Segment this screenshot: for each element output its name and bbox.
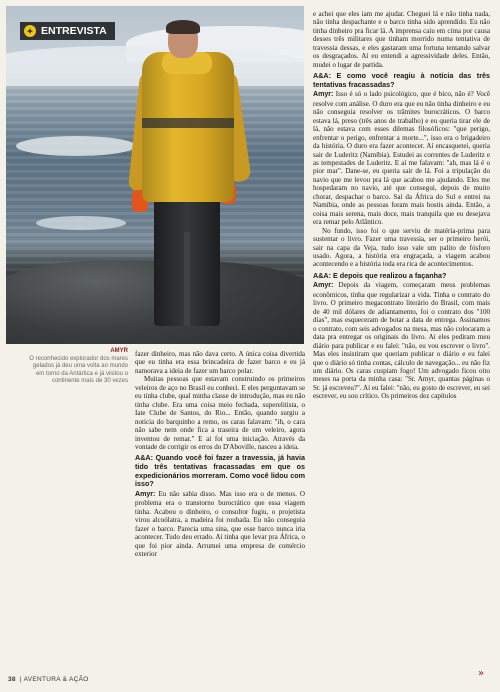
- text-column-right: [313, 10, 490, 401]
- answer-text: Isso é só o lado psicológico, que é bico, não é? Você resolve com análise. O duro era que eu não tinha dinheiro e eu não conseguia resolver os trâmites burocráticos. O barco estava lá, preso (três anos de trabalho) e eu queria tirar ele de lá, não estava com esses dilemas filosóficos: "que perigo, enfrentar o perigo, enfrentar a morte...", isso era o brigadeiro da história. O duro era fazer acontecer. Aí encasquetei, queria sair de Luderitz (Namíbia). Estudei as correntes de Luderitz e as tempestades de Luderitz. E aí me falavam: "ah, mas lá é o pior mar". Dane-se, eu queria sair de lá. Foi a tripulação do navio que me levou pra lá que acabou me ajudando. Eles me hospedaram no navio, até que consegui, depois de muito chorar, despachar o barco. Saí da África do Sul e entrei na Namíbia, onde as pessoas foram mais hostis ainda. Então, a coisa mais serena, mais doce, mais tranquila que eu desejava era remar pelo Atlântico.: [313, 90, 490, 227]
- section-tag-label: ENTREVISTA: [41, 25, 107, 37]
- answer-text: Depois da viagem, começaram meus problemas econômicos, tinha que regularizar a vida. Tinha o contrato do livro. O primeiro megacontrato literário do Brasil, com mais de 40 mil dólares de adiantamento, foi o contrato dos "100 dias", mas esqueceram de botar a data de entrega. Assinamos o contrato, com seis advogados na mesa, mas não colocaram a data pra entregar os originais do livro. Aí eles pediram meu diário para publicar e eu falei: "não, eu vou escrever o livro". Mas eles insistiram que queriam publicar o diário e eu falei que o diário só tinha contas, cálculo de navegação... eu não fiz um diário. Os caras cuspiam fogo! Um advogado ficou oito meses na porta da minha casa: "Sr. Amyr, quantas páginas o Sr. já escreveu?". Aí eu falei: "não, eu gosto de escrever, eu sei escrever, eu sou crítico. Os primeiros dez capítulos: [313, 281, 490, 401]
- interview-question: A&A: E depois que realizou a façanha?: [313, 270, 447, 280]
- answer-speaker: Amyr:: [135, 490, 156, 498]
- answer-speaker: Amyr:: [313, 91, 334, 99]
- section-tag: [20, 22, 115, 40]
- photo-caption: [28, 348, 128, 385]
- interview-question: A&A: E como você reagiu à notícia das três tentativas fracassadas?: [313, 71, 490, 89]
- interview-answer: [313, 90, 490, 226]
- interview-photo: [6, 6, 304, 344]
- paragraph: No fundo, isso foi o que serviu de matéria-prima para sustentar o livro. Fazer uma travessia, ser o primeiro herói, sair na capa da Veja, tudo isso vale um palito de fósforo usado. Agora, a história era engraçada, a viagem acabou acontecendo e a história toda era rica de acontecimentos.: [313, 226, 490, 269]
- answer-text: Eu não sabia disso. Mas isso era o de menos. O problema era o transtorno burocrático que essa viagem tinha. Acabou o dinheiro, o consultor fugiu, o projetista virou alcoólatra, a madeira foi roubada. Eu não conseguia fazer o barco. Parecia uma sina, que esse barco nunca iria acontecer. Tudo deu errado. Aí tinha que levar pra África, o que foi pior ainda. Arrumei uma empresa de comércio exterior: [135, 489, 305, 558]
- interview-answer: [135, 490, 305, 559]
- footer-divider: |: [19, 676, 22, 683]
- paragraph: Muitas pessoas que estavam construindo os primeiros veleiros de aço no Brasil eu conheci. E eles perguntavam se eu tinha clube, qual minha classe de introdução, mas eu não tinha clube. Era uma coisa meio fechada, superelitista, o Iate Clube de Santos, do Rio... Então, quando surgiu a notícia do barquinho a remo, os caras falavam: "ih, o cara não sabe nem onde fica a traseira de um veleiro, agora inventou de remar." E aí foi uma iniciação. Através da vontade de corrigir os erros do D'Aboville, nasceu a ideia.: [135, 375, 305, 451]
- explorer-figure: [136, 22, 246, 332]
- interview-question: A&A: Quando você foi fazer a travessia, já havia tido três tentativas fracassadas em que os expedicionários morreram. Como você lidou com isso?: [135, 453, 305, 489]
- paragraph: e achei que eles iam me ajudar. Cheguei lá e não tinha nada, não tinha despachante e o barco tinha sido aprendido. Eu não tinha dinheiro pra ficar lá. A imprensa caiu em cima por causa desses três militares que tinham morrido numa tentativa de travessia dessas, e eles gastaram uma fortuna tentando salvar os desgraçados. Aí eu entendi a agressividade deles. Então, mudei o lugar de partida.: [313, 10, 490, 69]
- interview-answer: [313, 281, 490, 400]
- paragraph: fazer dinheiro, mas não dava certo. A única coisa divertida que eu tinha era essa brincadeira de fazer barco e eu já namorava a ideia de fazer um barco polar.: [135, 350, 305, 375]
- continue-arrow-icon: »: [478, 668, 485, 679]
- page-footer: [8, 676, 89, 683]
- magazine-name: AVENTURA & AÇÃO: [23, 676, 89, 683]
- section-tag-icon: ✦: [24, 25, 36, 37]
- answer-speaker: Amyr:: [313, 282, 334, 290]
- caption-name: AMYR: [110, 348, 128, 354]
- caption-text: O reconhecido explorador dos mares gelados já deu uma volta ao mundo em torno da Antártica e já visitou o continente mais de 30 vezes: [29, 356, 128, 384]
- page-number: 38: [8, 676, 16, 683]
- text-column-left: [135, 350, 305, 558]
